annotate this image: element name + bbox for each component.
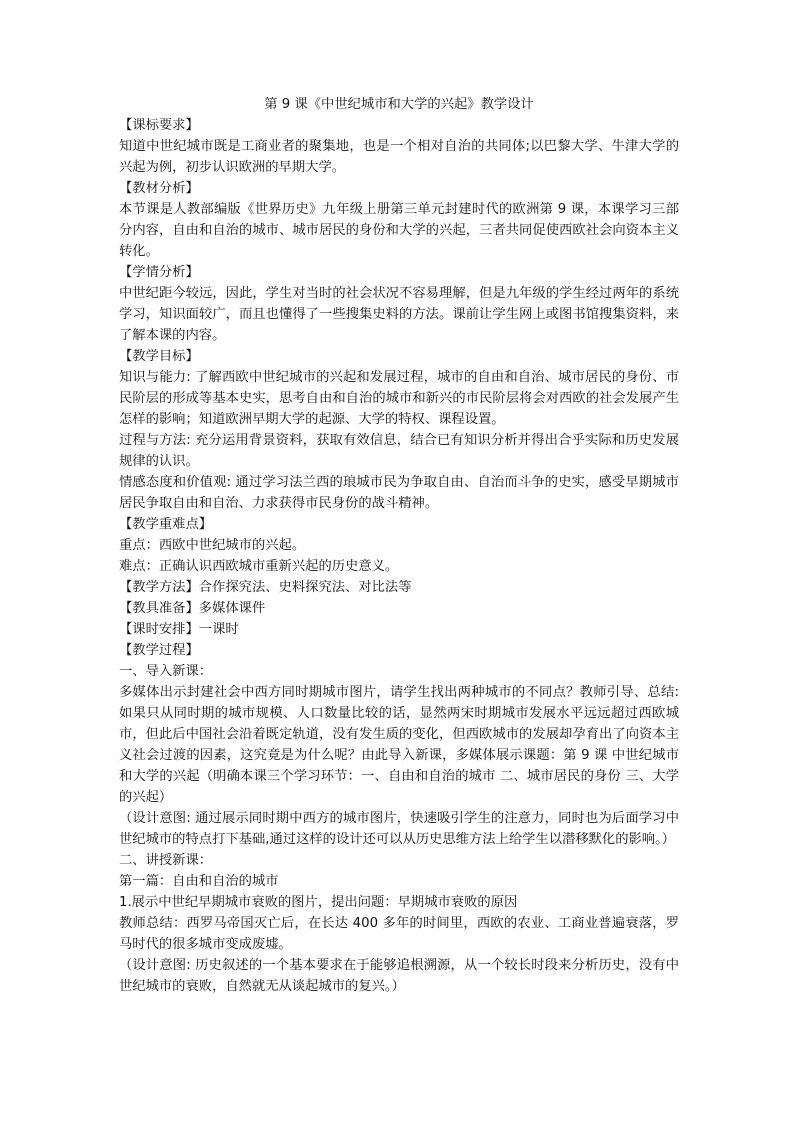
heading-curriculum-standard: 【课标要求】 (119, 118, 199, 133)
heading-student-analysis: 【学情分析】 (119, 265, 199, 280)
paragraph-key-point: 重点：西欧中世纪城市的兴起。 (119, 538, 306, 553)
paragraph-teaching-aids: 【教具准备】多媒体课件 (119, 601, 266, 616)
paragraph-emotion-values: 情感态度和价值观: 通过学习法兰西的琅城市民为争取自由、自治而斗争的史实，感受早期城市居民争取自由和自治、力求获得市民身份的战斗精神。 (119, 475, 679, 511)
paragraph-teaching-methods: 【教学方法】合作探究法、史料探究法、对比法等 (119, 580, 412, 595)
paragraph-process-method: 过程与方法: 充分运用背景资料，获取有效信息，结合已有知识分析并得出合乎实际和历史发展规律的认识。 (119, 433, 679, 469)
paragraph-introduction: 多媒体出示封建社会中西方同时期城市图片，请学生找出两种城市的不同点？教师引导、总结: 如果只从同时期的城市规模、人口数量比较的话，显然两宋时期城市发展水平远远超过西欧城市，但此后中国社会沿着既定轨道，没有发生质的变化，但西欧城市的发展却孕育出了向资本主义社会过渡的因素，这究竟是为什么呢？由此导入新课，多媒体展示课题：第 9 课 中世纪城市和大学的兴起（明确本课三个学习环节：一、自由和自治的城市 二、城市居民的身份 三、大学的兴起） (119, 685, 679, 805)
heading-key-difficult-points: 【教学重难点】 (119, 517, 213, 532)
paragraph-design-intent-1: （设计意图: 通过展示同时期中西方的城市图片，快速吸引学生的注意力，同时也为后面学习中世纪城市的特点打下基础,通过这样的设计还可以从历史思维方法上给学生以潜移默化的影响。） (119, 811, 679, 847)
heading-teaching-goals: 【教学目标】 (119, 349, 199, 364)
paragraph-design-intent-2: （设计意图: 历史叙述的一个基本要求在于能够追根溯源，从一个较长时段来分析历史，没有中世纪城市的衰败，自然就无从谈起城市的复兴。） (119, 958, 679, 994)
paragraph-knowledge-ability: 知识与能力: 了解西欧中世纪城市的兴起和发展过程，城市的自由和自治、城市居民的身份、市民阶层的形成等基本史实，思考自由和自治的城市和新兴的市民阶层将会对西欧的社会发展产生怎样的影响；知道欧洲早期大学的起源、大学的特权、课程设置。 (119, 370, 679, 427)
paragraph-teacher-summary: 教师总结：西罗马帝国灭亡后，在长达 400 多年的时间里，西欧的农业、工商业普遍衰落，罗马时代的很多城市变成废墟。 (119, 916, 679, 952)
document-title: 第 9 课《中世纪城市和大学的兴起》教学设计 (264, 97, 534, 112)
heading-part-one: 第一篇：自由和自治的城市 (119, 874, 279, 889)
paragraph-curriculum-standard: 知道中世纪城市既是工商业者的聚集地，也是一个相对自治的共同体;以巴黎大学、牛津大学的兴起为例，初步认识欧洲的早期大学。 (119, 139, 679, 175)
heading-new-lesson: 二、讲授新课： (119, 853, 213, 868)
heading-textbook-analysis: 【教材分析】 (119, 181, 199, 196)
document-page (119, 94, 679, 997)
paragraph-student-analysis: 中世纪距今较远，因此，学生对当时的社会状况不容易理解，但是九年级的学生经过两年的系统学习，知识面较广，而且也懂得了一些搜集史料的方法。课前让学生网上或图书馆搜集资料，来了解本课的内容。 (119, 286, 679, 343)
paragraph-step-one: 1.展示中世纪早期城市衰败的图片，提出问题：早期城市衰败的原因 (119, 895, 518, 910)
paragraph-difficult-point: 难点：正确认识西欧城市重新兴起的历史意义。 (119, 559, 399, 574)
paragraph-textbook-analysis: 本节课是人教部编版《世界历史》九年级上册第三单元封建时代的欧洲第 9 课，本课学习三部分内容，自由和自治的城市、城市居民的身份和大学的兴起，三者共同促使西欧社会向资本主义转化。 (119, 202, 679, 259)
heading-teaching-process: 【教学过程】 (119, 643, 199, 658)
heading-introduction: 一、导入新课： (119, 664, 213, 679)
paragraph-class-hours: 【课时安排】一课时 (119, 622, 239, 637)
